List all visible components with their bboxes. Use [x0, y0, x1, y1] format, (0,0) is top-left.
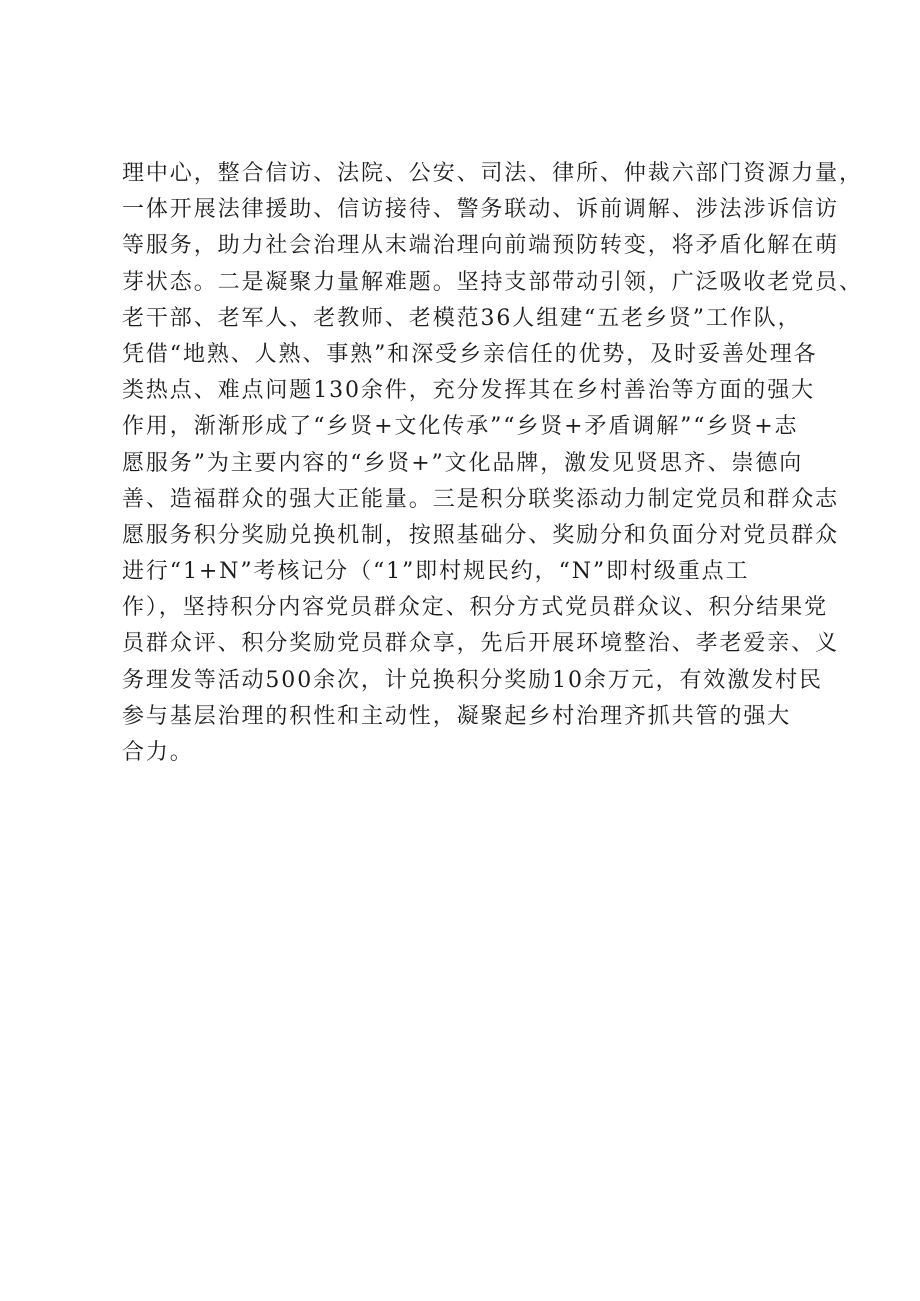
- text-line: 员群众评、积分奖励党员群众享，先后开展环境整治、孝老爱亲、义: [122, 631, 840, 657]
- text-line: 合力。: [122, 740, 194, 765]
- text-line: 类热点、难点问题130余件，充分发挥其在乡村善治等方面的强大: [122, 378, 815, 404]
- text-line: 参与基层治理的积性和主动性，凝聚起乡村治理齐抓共管的强大: [122, 703, 792, 729]
- text-line: 进行“1+N”考核记分（“1”即村规民约，“N”即村级重点工: [122, 559, 750, 585]
- text-line: 等服务，助力社会治理从末端治理向前端预防转变，将矛盾化解在萌: [122, 233, 840, 259]
- text-line: 老干部、老军人、老教师、老模范36人组建“五老乡贤”工作队，: [122, 305, 802, 331]
- text-line: 愿服务积分奖励兑换机制，按照基础分、奖励分和负面分对党员群众: [122, 522, 840, 548]
- text-line: 芽状态。二是凝聚力量解难题。坚持支部带动引领，广泛吸收老党员、: [122, 269, 863, 295]
- body-paragraph: [122, 156, 863, 771]
- text-line: 愿服务”为主要内容的“乡贤+”文化品牌，激发见贤思齐、崇德向: [122, 450, 804, 476]
- text-line: 务理发等活动500余次，计兑换积分奖励10余万元，有效激发村民: [122, 667, 823, 693]
- text-line: 一体开展法律援助、信访接待、警务联动、诉前调解、涉法涉诉信访: [122, 197, 840, 223]
- text-line: 作用，渐渐形成了“乡贤+文化传承”“乡贤+矛盾调解”“乡贤+志: [122, 414, 799, 440]
- text-line: 善、造福群众的强大正能量。三是积分联奖添动力制定党员和群众志: [122, 486, 840, 512]
- text-line: 凭借“地熟、人熟、事熟”和深受乡亲信任的优势，及时妥善处理各: [122, 341, 818, 367]
- text-line: 理中心，整合信访、法院、公安、司法、律所、仲裁六部门资源力量，: [122, 161, 863, 186]
- text-line: 作），坚持积分内容党员群众定、积分方式党员群众议、积分结果党: [122, 595, 829, 621]
